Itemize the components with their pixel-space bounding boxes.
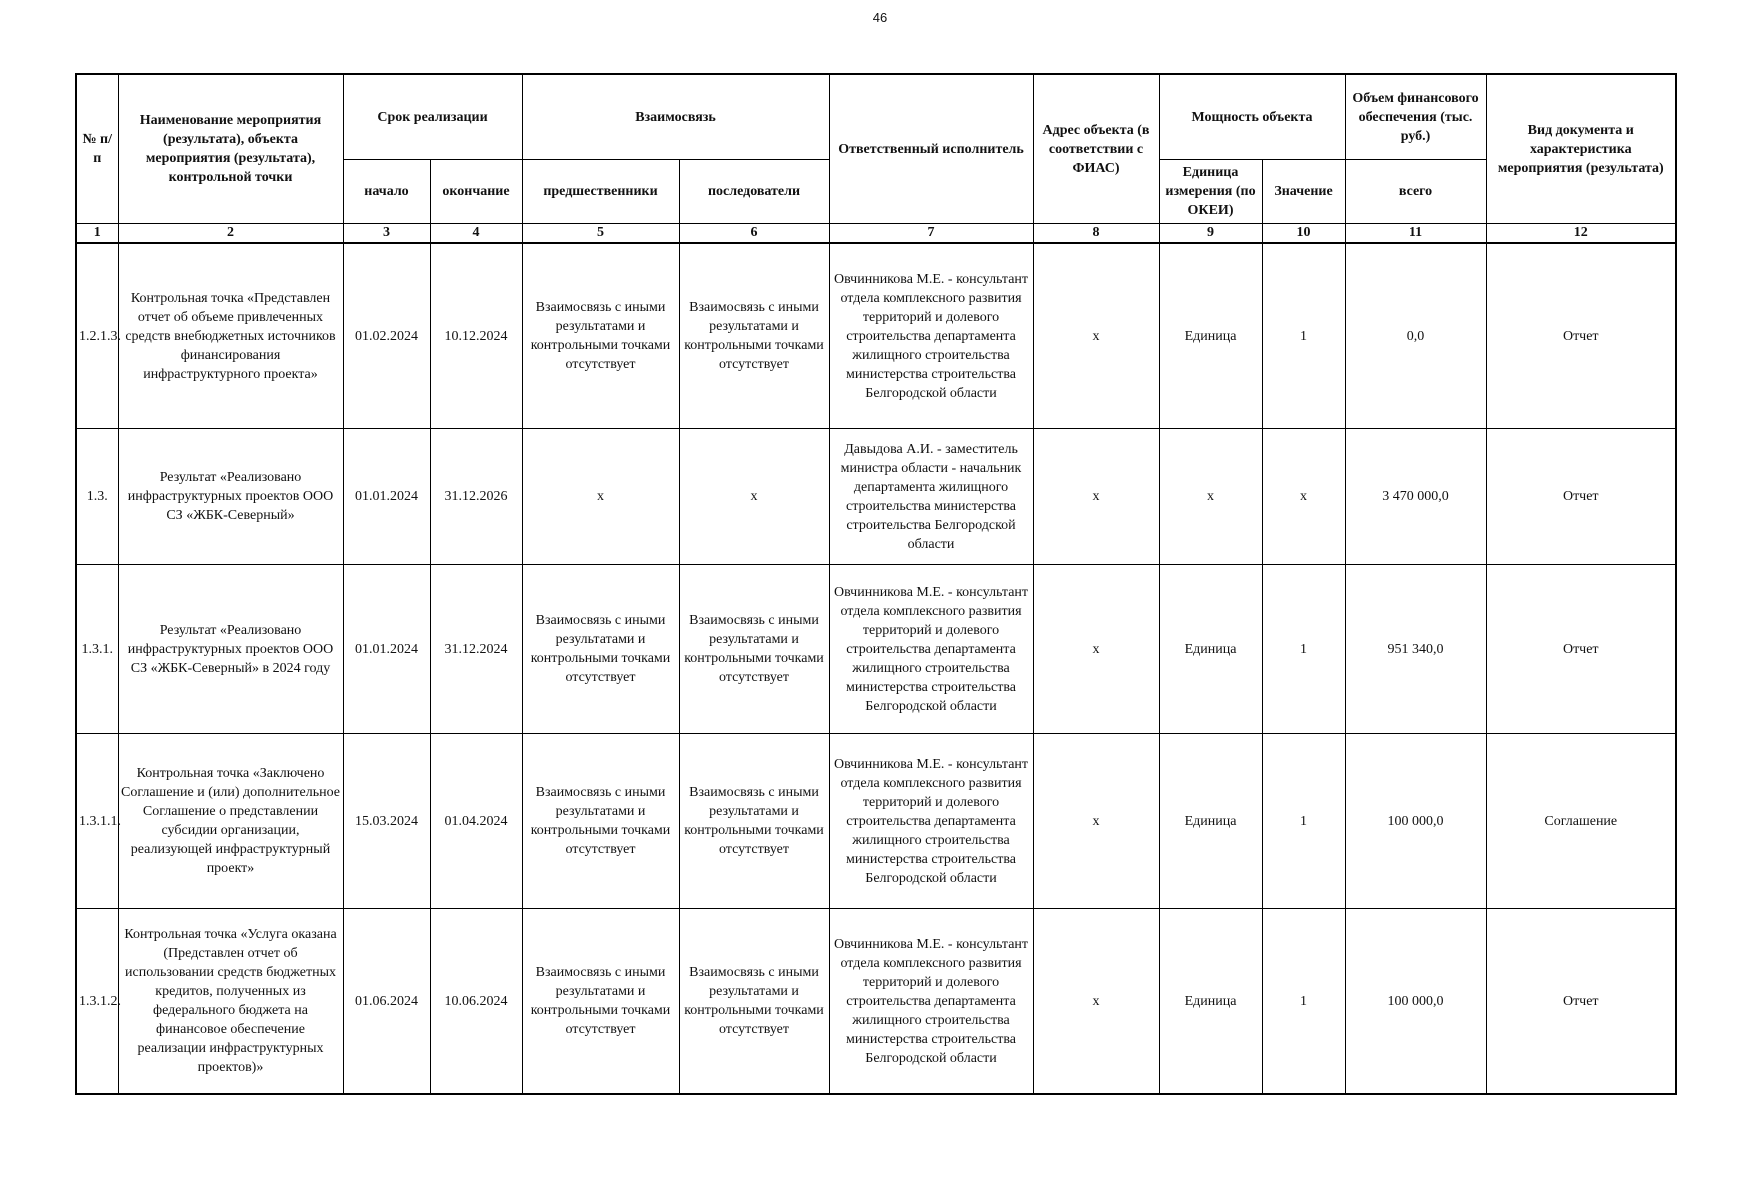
header-responsible: Ответственный исполнитель [829,74,1033,224]
row-finance-total: 951 340,0 [1345,565,1486,734]
table-header [76,74,1676,243]
row-address: x [1033,565,1159,734]
row-unit: Единица [1159,243,1262,429]
row-value: 1 [1262,909,1345,1095]
header-num: № п/п [76,74,118,224]
column-number: 4 [430,224,522,244]
row-name: Результат «Реализовано инфраструктурных проектов ООО СЗ «ЖБК-Северный» в 2024 году [118,565,343,734]
row-unit: Единица [1159,734,1262,909]
header-period-start: начало [343,160,430,224]
row-successors: Взаимосвязь с иными результатами и контрольными точками отсутствует [679,565,829,734]
column-number: 7 [829,224,1033,244]
row-name: Контрольная точка «Представлен отчет об объеме привлеченных средств внебюджетных источников финансирования инфраструктурного проекта» [118,243,343,429]
header-finance: Объем финансового обеспечения (тыс. руб.) [1345,74,1486,160]
row-number: 1.3.1.2. [76,909,118,1095]
row-responsible: Овчинникова М.Е. - консультант отдела комплексного развития территорий и долевого строительства департамента жилищного строительства министерства строительства Белгородской области [829,734,1033,909]
row-name: Результат «Реализовано инфраструктурных проектов ООО СЗ «ЖБК-Северный» [118,429,343,565]
row-predecessors: Взаимосвязь с иными результатами и контрольными точками отсутствует [522,909,679,1095]
row-successors: x [679,429,829,565]
row-document: Отчет [1486,565,1676,734]
header-capacity-unit: Единица измерения (по ОКЕИ) [1159,160,1262,224]
header-period: Срок реализации [343,74,522,160]
row-start-date: 01.01.2024 [343,565,430,734]
row-document: Отчет [1486,243,1676,429]
column-number: 1 [76,224,118,244]
row-value: 1 [1262,243,1345,429]
row-address: x [1033,734,1159,909]
row-start-date: 01.06.2024 [343,909,430,1095]
row-successors: Взаимосвязь с иными результатами и контрольными точками отсутствует [679,734,829,909]
row-start-date: 15.03.2024 [343,734,430,909]
row-end-date: 31.12.2024 [430,565,522,734]
row-number: 1.3.1. [76,565,118,734]
row-finance-total: 0,0 [1345,243,1486,429]
row-unit: Единица [1159,565,1262,734]
row-address: x [1033,243,1159,429]
row-responsible: Овчинникова М.Е. - консультант отдела комплексного развития территорий и долевого строительства департамента жилищного строительства министерства строительства Белгородской области [829,565,1033,734]
row-predecessors: Взаимосвязь с иными результатами и контрольными точками отсутствует [522,243,679,429]
row-document: Соглашение [1486,734,1676,909]
row-predecessors: Взаимосвязь с иными результатами и контрольными точками отсутствует [522,565,679,734]
table-body [76,243,1676,1094]
row-unit: Единица [1159,909,1262,1095]
row-responsible: Давыдова А.И. - заместитель министра области - начальник департамента жилищного строительства министерства строительства Белгородской области [829,429,1033,565]
page-number: 46 [872,10,888,25]
row-document: Отчет [1486,909,1676,1095]
plan-table [75,73,1677,1095]
header-link: Взаимосвязь [522,74,829,160]
row-successors: Взаимосвязь с иными результатами и контрольными точками отсутствует [679,243,829,429]
column-number: 2 [118,224,343,244]
row-value: 1 [1262,565,1345,734]
row-responsible: Овчинникова М.Е. - консультант отдела комплексного развития территорий и долевого строительства департамента жилищного строительства министерства строительства Белгородской области [829,243,1033,429]
row-finance-total: 3 470 000,0 [1345,429,1486,565]
column-number: 12 [1486,224,1676,244]
header-capacity-value: Значение [1262,160,1345,224]
header-capacity: Мощность объекта [1159,74,1345,160]
table-row [76,243,1676,429]
row-value: 1 [1262,734,1345,909]
row-predecessors: x [522,429,679,565]
column-number: 11 [1345,224,1486,244]
column-number: 10 [1262,224,1345,244]
column-number: 8 [1033,224,1159,244]
header-doc: Вид документа и характеристика мероприятия (результата) [1486,74,1676,224]
row-predecessors: Взаимосвязь с иными результатами и контрольными точками отсутствует [522,734,679,909]
header-name: Наименование мероприятия (результата), объекта мероприятия (результата), контрольной точки [118,74,343,224]
row-responsible: Овчинникова М.Е. - консультант отдела комплексного развития территорий и долевого строительства департамента жилищного строительства министерства строительства Белгородской области [829,909,1033,1095]
table-row [76,734,1676,909]
row-name: Контрольная точка «Услуга оказана (Представлен отчет об использовании средств бюджетных кредитов, полученных из федерального бюджета на финансовое обеспечение реализации инфраструктурных проектов)» [118,909,343,1095]
row-finance-total: 100 000,0 [1345,734,1486,909]
table-row [76,429,1676,565]
row-start-date: 01.02.2024 [343,243,430,429]
row-address: x [1033,429,1159,565]
header-link-next: последователи [679,160,829,224]
column-number: 9 [1159,224,1262,244]
header-address: Адрес объекта (в соответствии с ФИАС) [1033,74,1159,224]
row-successors: Взаимосвязь с иными результатами и контрольными точками отсутствует [679,909,829,1095]
table-row [76,909,1676,1095]
row-value: x [1262,429,1345,565]
table-row [76,565,1676,734]
header-finance-total: всего [1345,160,1486,224]
row-number: 1.3.1.1. [76,734,118,909]
row-end-date: 31.12.2026 [430,429,522,565]
row-start-date: 01.01.2024 [343,429,430,565]
row-finance-total: 100 000,0 [1345,909,1486,1095]
row-unit: x [1159,429,1262,565]
header-link-prev: предшественники [522,160,679,224]
row-number: 1.2.1.3. [76,243,118,429]
row-end-date: 10.06.2024 [430,909,522,1095]
row-document: Отчет [1486,429,1676,565]
row-end-date: 01.04.2024 [430,734,522,909]
column-number: 3 [343,224,430,244]
row-end-date: 10.12.2024 [430,243,522,429]
row-number: 1.3. [76,429,118,565]
column-number: 6 [679,224,829,244]
header-period-end: окончание [430,160,522,224]
column-number: 5 [522,224,679,244]
row-name: Контрольная точка «Заключено Соглашение и (или) дополнительное Соглашение о представлении субсидии организации, реализующей инфраструктурный проект» [118,734,343,909]
row-address: x [1033,909,1159,1095]
